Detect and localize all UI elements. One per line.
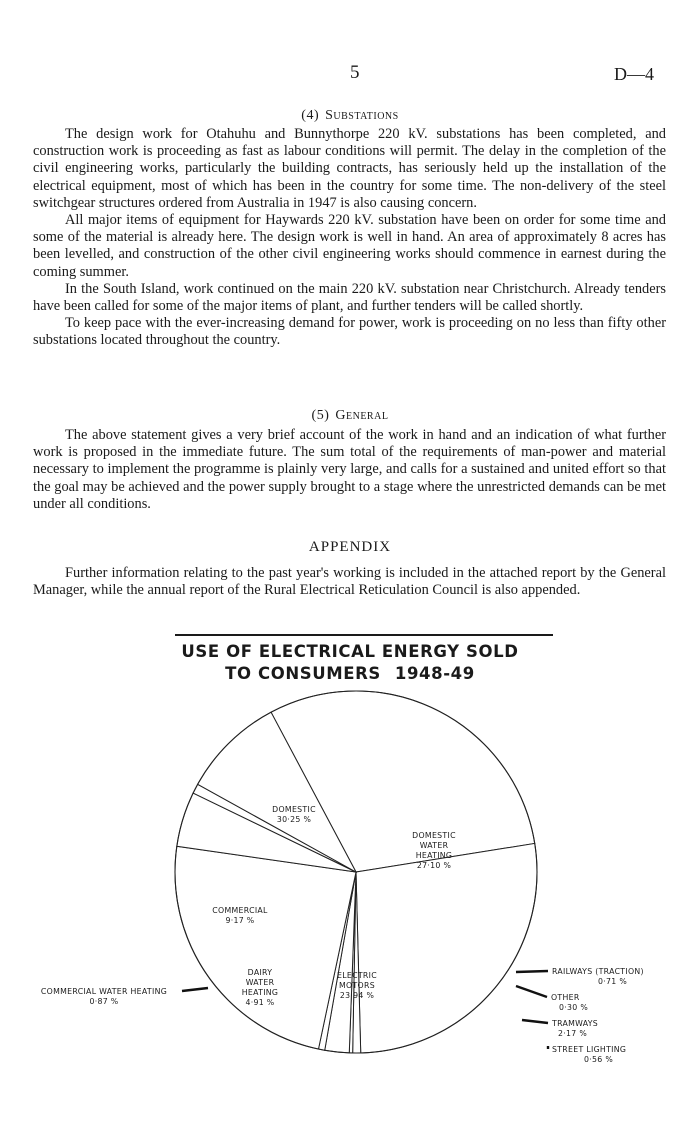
pie-slice-domestic-water-heating [356,843,537,1052]
pie-label: DOMESTIC [272,805,316,814]
pie-label: HEATING [241,988,279,997]
paragraph: In the South Island, work continued on the main 220 kV. substation near Christchurch. Already tenders have been called for some of the major items of plant, and further tenders will be called shortly. [33,280,666,315]
pie-label: MOTORS [339,981,375,990]
pie-label: TRAMWAYS [552,1019,599,1028]
pie-label: RAILWAYS (TRACTION) [552,967,644,976]
pie-label: DAIRY [247,968,273,977]
pie-label: OTHER [551,993,580,1002]
appendix-heading: APPENDIX [308,539,392,555]
section-title: General [335,408,389,423]
chart-year: 1948-49 [394,664,475,683]
pie-value-label: 0·30 % [559,1003,589,1012]
paragraph: All major items of equipment for Haywards 220 kV. substation have been on order for some time and some of the material is already here. The design work is well in hand. An area of approximately 8 acres has been levelled, and construction of the other civil engineering works should commence in earnest during the coming summer. [33,212,666,280]
pie-value-label: 4·91 % [245,998,275,1007]
paragraph: Further information relating to the past year's working is included in the attached report by the General Manager, while the annual report of the Rural Electrical Reticulation Council is also appended. [33,565,666,599]
pie-label-group [412,831,456,870]
pie-label: ELECTRIC [337,971,377,980]
pie-label: DOMESTIC [412,831,456,840]
pie-value-label: 0·71 % [598,977,628,986]
pie-label: WATER [245,978,275,987]
leader-line [516,971,548,972]
pie-value-label: 2·17 % [558,1029,588,1038]
section-number: (5) [311,408,330,423]
pie-value-label: 30·25 % [276,815,312,824]
pie-label-group [522,1019,598,1038]
pie-label-group [272,805,316,824]
page-number: 5 [350,62,360,83]
pie-label-group [516,967,644,986]
document-code: D—4 [614,64,654,84]
pie-value-label: 0·56 % [584,1055,614,1064]
leader-line [182,988,208,991]
pie-label-group [516,986,588,1012]
pie-label-group [548,1045,626,1064]
chart-subtitle-text: TO CONSUMERS [225,664,381,683]
paragraph: To keep pace with the ever-increasing demand for power, work is proceeding on no less than fifty other substations located throughout the country. [33,315,666,349]
pie-label: STREET LIGHTING [552,1045,627,1054]
leader-line [516,986,547,997]
paragraph: The design work for Otahuhu and Bunnythorpe 220 kV. substations has been completed, and construction work is proceeding as fast as labour conditions will permit. The delay in the completion of the civil engineering works, particularly the building contracts, has seriously held up the installation of the electrical equipment, most of which has been in the country for some time. The non-delivery of the steel switchgear structures ordered from Australia in 1947 is also causing concern. [33,126,666,211]
pie-label-group [337,971,377,1000]
pie-value-label: 27·10 % [416,861,452,870]
pie-label: WATER [419,841,449,850]
pie-label-group [41,987,208,1006]
paragraph: The above statement gives a very brief account of the work in hand and an indication of what further work is proposed in the immediate future. The sum total of the requirements of man-power and material necessary to implement the programme is plainly very large, and calls for a sustained and united effort so that the goal may be achieved and the power supply brought to a stage where the unrestricted demands can be met under all conditions. [33,427,666,512]
pie-value-label: 23·94 % [339,991,375,1000]
chart-title: USE OF ELECTRICAL ENERGY SOLD [181,642,519,661]
pie-label: COMMERCIAL [212,906,268,915]
section-number: (4) [301,108,320,123]
pie-label: COMMERCIAL WATER HEATING [40,987,168,996]
section-title: Substations [325,108,399,123]
leader-line [522,1020,548,1023]
pie-label: HEATING [415,851,453,860]
pie-value-label: 9·17 % [225,916,255,925]
pie-value-label: 0·87 % [89,997,119,1006]
